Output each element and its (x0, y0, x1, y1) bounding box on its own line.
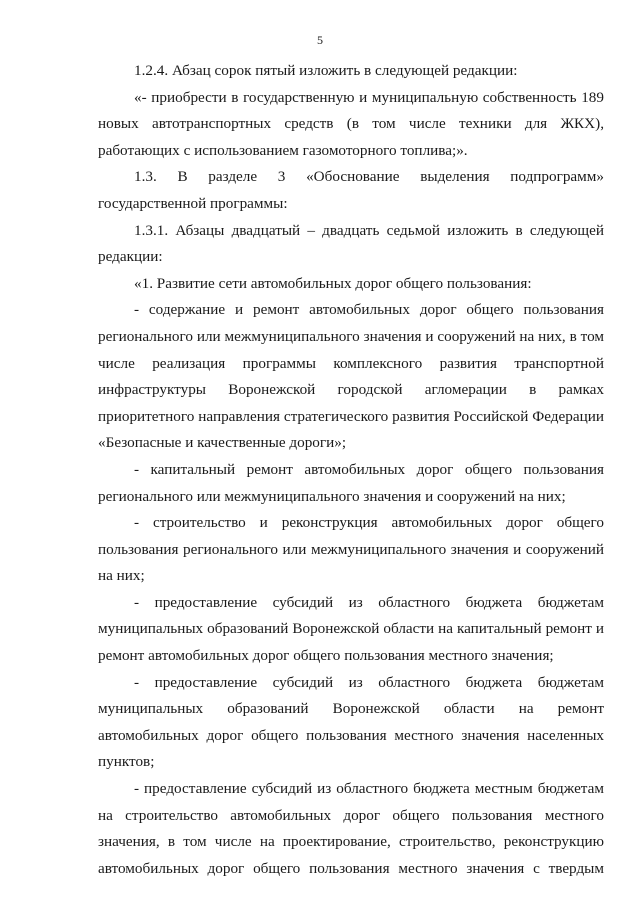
paragraph-1-3: 1.3. В разделе 3 «Обоснование выделения подпрограмм» государственной программы: (98, 168, 604, 212)
paragraph-subsidies-repair: - предоставление субсидий из областного бюджета бюджетам муниципальных образований Воронежской области на ремонт автомобильных дорог общего пользования местного значения населенных пунктов; (98, 673, 604, 771)
paragraph-subsidies-capital: - предоставление субсидий из областного бюджета бюджетам муниципальных образований Воронежской области на капитальный ремонт и ремонт автомобильных дорог общего пользования местного значения; (98, 593, 604, 665)
paragraph-quote-vehicles: «- приобрести в государственную и муниципальную собственность 189 новых автотранспортных средств (в том числе техники для ЖКХ), работающих с использованием газомоторного топлива;». (98, 88, 604, 159)
page-number: 5 (317, 33, 323, 47)
paragraph-1-2-4: 1.2.4. Абзац сорок пятый изложить в следующей редакции: (134, 62, 518, 79)
paragraph-maintenance: - содержание и ремонт автомобильных дорог общего пользования регионального или межмуниципального значения и сооружений на них, в том числе реализация программы комплексного развития транспортной инфраструктуры Воронежской городской агломерации в рамках приоритетного направления стратегического развития Российской Федерации «Безопасные и качественные дороги»; (98, 301, 604, 452)
paragraph-construction: - строительство и реконструкция автомобильных дорог общего пользования регионального или межмуниципального значения и сооружений на них; (98, 514, 604, 585)
paragraph-capital-repair: - капитальный ремонт автомобильных дорог общего пользования регионального или межмуниципального значения и сооружений на них; (98, 460, 604, 505)
document-body (98, 58, 604, 882)
paragraph-1-3-1: 1.3.1. Абзацы двадцатый – двадцать седьмой изложить в следующей редакции: (98, 221, 604, 266)
paragraph-subsidies-construction: - предоставление субсидий из областного бюджета местным бюджетам на строительство автомобильных дорог общего пользования местного значения, в том числе на проектирование, строительство, реконструкцию автомобильных дорог общего пользования местного значения с твердым (98, 780, 604, 877)
paragraph-road-network: «1. Развитие сети автомобильных дорог общего пользования: (134, 274, 532, 292)
